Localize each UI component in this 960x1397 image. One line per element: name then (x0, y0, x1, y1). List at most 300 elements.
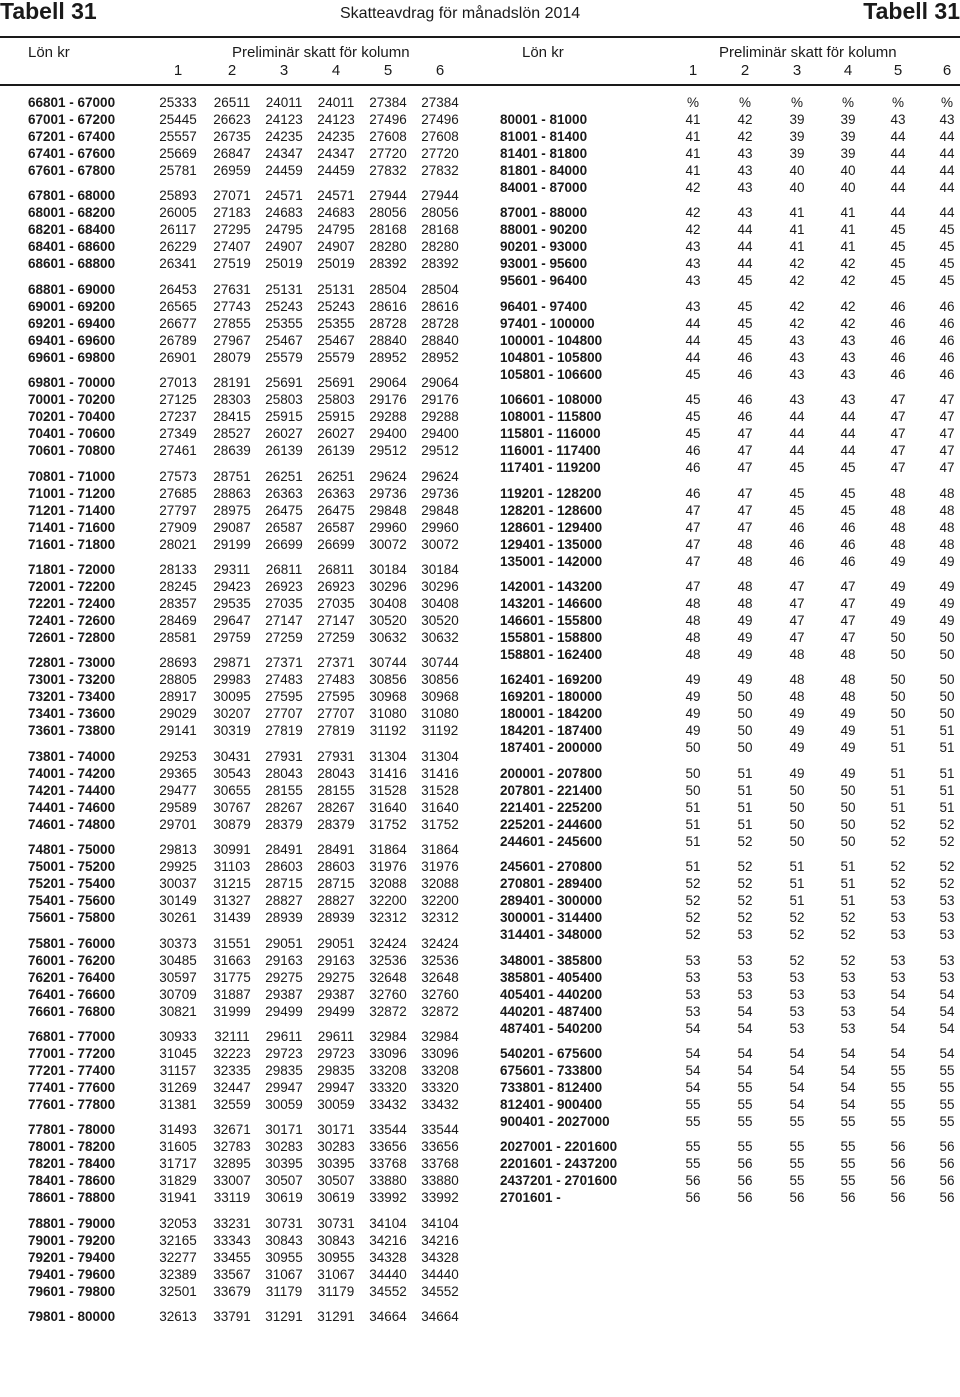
percent-value-col-1: 50 (685, 765, 701, 781)
salary-range: 72801 - 73000 (28, 655, 116, 671)
percent-value-col-2: 53 (737, 952, 753, 968)
percent-value-col-2: 47 (737, 485, 753, 501)
tax-value-col-3: 26699 (265, 536, 303, 552)
salary-range: 76201 - 76400 (28, 969, 116, 985)
table-row (480, 671, 960, 688)
percent-value-col-5: 54 (890, 986, 906, 1002)
table-row (0, 688, 470, 705)
tax-value-col-2: 31103 (213, 859, 251, 875)
table-row (0, 671, 470, 688)
salary-range: 73601 - 73800 (28, 723, 116, 739)
tax-value-col-5: 27384 (369, 95, 407, 110)
percent-value-col-2: 46 (737, 409, 753, 425)
tax-value-col-1: 29365 (159, 765, 197, 781)
percent-value-col-5: 53 (890, 952, 906, 968)
percent-value-col-1: 42 (685, 222, 701, 238)
tax-value-col-5: 30408 (369, 596, 407, 611)
table-row (0, 1172, 470, 1189)
tax-value-col-5: 32424 (369, 935, 407, 951)
salary-range: 487401 - 540200 (500, 1020, 603, 1036)
tax-value-col-3: 28603 (265, 859, 303, 875)
percent-value-col-5: 54 (890, 1003, 906, 1019)
percent-value-col-2: 42 (737, 112, 753, 127)
percent-value-col-1: 41 (685, 163, 701, 178)
tax-value-col-5: 29176 (369, 392, 407, 408)
tax-value-col-4: 27595 (317, 689, 355, 705)
percent-value-col-1: 47 (685, 536, 701, 552)
percent-value-col-6: 47 (939, 409, 955, 425)
table-row (0, 485, 470, 502)
table-row (0, 1028, 470, 1045)
tax-value-col-2: 33679 (213, 1283, 251, 1299)
percent-value-col-1: 45 (685, 409, 701, 425)
percent-value-col-3: 48 (789, 672, 805, 688)
tax-value-col-4: 30507 (317, 1173, 355, 1189)
table-row (480, 391, 960, 408)
percent-value-col-5: 48 (890, 485, 906, 501)
salary-range: 76001 - 76200 (28, 952, 116, 968)
percent-value-col-4: 53 (840, 1003, 856, 1019)
salary-range: 117401 - 119200 (500, 460, 601, 476)
tax-value-col-4: 30171 (317, 1122, 355, 1138)
percent-value-col-1: 55 (685, 1097, 701, 1112)
percent-value-col-3: 43 (789, 349, 805, 365)
tax-value-col-3: 24795 (265, 222, 303, 238)
tax-value-col-1: 30261 (159, 910, 197, 926)
salary-range: 80001 - 81000 (500, 112, 588, 127)
tax-value-col-6: 31416 (421, 765, 459, 781)
percent-value-col-4: 55 (840, 1139, 856, 1155)
tax-value-col-1: 25557 (159, 129, 197, 144)
tax-value-col-6: 33768 (421, 1156, 459, 1172)
percent-value-col-2: 52 (737, 859, 753, 875)
percent-value-col-4: 55 (840, 1173, 856, 1189)
tax-value-col-6: 27608 (421, 129, 459, 144)
tax-value-col-1: 31493 (159, 1122, 197, 1138)
percent-value-col-6: 50 (939, 630, 955, 645)
percent-value-col-6: 51 (939, 740, 955, 756)
percent-value-col-3: 50 (789, 833, 805, 849)
table-row (0, 935, 470, 952)
percent-value-col-5: 52 (890, 833, 906, 849)
tax-value-col-4: 27259 (317, 630, 355, 645)
percent-value-col-4: 51 (840, 876, 856, 892)
right-column-number: 5 (893, 62, 903, 79)
percent-value-col-3: 55 (789, 1114, 805, 1129)
table-row (480, 1189, 960, 1206)
percent-value-col-6: 46 (939, 349, 955, 365)
percent-value-col-5: 45 (890, 273, 906, 289)
salary-range: 69001 - 69200 (28, 298, 116, 314)
table-row (0, 1079, 470, 1096)
tax-value-col-1: 32053 (159, 1215, 197, 1231)
tax-value-col-2: 31999 (213, 1003, 251, 1019)
tax-value-col-3: 30955 (265, 1249, 303, 1265)
tax-value-col-4: 26811 (317, 562, 355, 577)
percent-value-col-1: 51 (685, 816, 701, 832)
salary-range: 2027001 - 2201600 (500, 1139, 618, 1155)
percent-value-col-4: 53 (840, 986, 856, 1002)
tax-value-col-1: 27797 (159, 502, 197, 518)
tax-value-col-2: 27071 (213, 188, 251, 204)
tax-value-col-2: 28975 (213, 502, 251, 518)
tax-value-col-2: 31775 (213, 969, 251, 985)
salary-range: 75601 - 75800 (28, 910, 116, 926)
salary-range: 70601 - 70800 (28, 443, 116, 459)
tax-value-col-3: 28827 (265, 893, 303, 909)
percent-value-col-6: 55 (939, 1097, 955, 1112)
tax-value-col-1: 28917 (159, 689, 197, 705)
percent-value-col-6: 48 (939, 536, 955, 552)
table-row (0, 765, 470, 782)
table-row (480, 111, 960, 128)
percent-value-col-2: 50 (737, 689, 753, 705)
table-row (480, 782, 960, 799)
tax-value-col-6: 33880 (421, 1173, 459, 1189)
percent-value-col-1: 46 (685, 485, 701, 501)
salary-range: 77401 - 77600 (28, 1080, 116, 1095)
tax-value-col-4: 24907 (317, 239, 355, 255)
percent-value-col-4: 46 (840, 519, 856, 535)
tax-value-col-1: 28133 (159, 562, 197, 577)
percent-value-col-5: 47 (890, 409, 906, 425)
tax-value-col-5: 31416 (369, 765, 407, 781)
left-lon-header: Lön kr (28, 44, 70, 61)
percent-value-col-6: 46 (939, 366, 955, 382)
tax-value-col-2: 27967 (213, 332, 251, 348)
tax-value-col-5: 29400 (369, 426, 407, 442)
salary-range: 67601 - 67800 (28, 163, 116, 178)
salary-range: 71601 - 71800 (28, 536, 116, 552)
tax-value-col-3: 30395 (265, 1156, 303, 1172)
tax-value-col-3: 25355 (265, 315, 303, 331)
percent-value-col-5: 51 (890, 799, 906, 815)
percent-value-col-4: 49 (840, 706, 856, 722)
percent-value-col-2: 49 (737, 613, 753, 628)
tax-value-col-4: 26587 (317, 519, 355, 535)
tax-value-col-2: 27743 (213, 298, 251, 314)
salary-range: 75001 - 75200 (28, 859, 116, 875)
salary-range: 200001 - 207800 (500, 765, 603, 781)
percent-value-col-4: 51 (840, 859, 856, 875)
percent-value-col-3: 55 (789, 1139, 805, 1155)
table-row (0, 298, 470, 315)
tax-value-col-3: 29275 (265, 969, 303, 985)
percent-value-col-6: 50 (939, 706, 955, 722)
tax-value-col-4: 30731 (317, 1215, 355, 1231)
tax-value-col-4: 26139 (317, 443, 355, 459)
salary-range: 72401 - 72600 (28, 613, 116, 628)
table-row (480, 875, 960, 892)
percent-value-col-4: 41 (840, 239, 856, 255)
tax-value-col-1: 29925 (159, 859, 197, 875)
percent-value-col-4: 44 (840, 409, 856, 425)
percent-value-col-3: 41 (789, 205, 805, 221)
tax-value-col-3: 28939 (265, 910, 303, 926)
percent-value-col-1: 51 (685, 799, 701, 815)
salary-range: 87001 - 88000 (500, 205, 588, 221)
percent-value-col-3: 47 (789, 579, 805, 594)
table-row (0, 94, 470, 111)
tax-value-col-2: 32671 (213, 1122, 251, 1138)
percent-value-col-5: 50 (890, 647, 906, 662)
percent-value-col-2: 55 (737, 1080, 753, 1095)
tax-value-col-2: 33343 (213, 1232, 251, 1248)
percent-value-col-6: 56 (939, 1156, 955, 1172)
table-row (480, 1045, 960, 1062)
tax-value-col-4: 24683 (317, 205, 355, 221)
percent-value-col-4: 55 (840, 1156, 856, 1172)
tax-value-col-2: 32335 (213, 1063, 251, 1078)
percent-value-col-6: 54 (939, 986, 955, 1002)
salary-range: 128201 - 128600 (500, 502, 603, 518)
tax-value-col-6: 30744 (421, 655, 459, 671)
salary-range: 71401 - 71600 (28, 519, 116, 535)
salary-range: 81001 - 81400 (500, 129, 588, 144)
tax-value-col-5: 28056 (369, 205, 407, 221)
tax-value-col-1: 26453 (159, 281, 197, 297)
percent-value-col-5: 43 (890, 112, 906, 127)
percent-value-col-6: 49 (939, 613, 955, 628)
percent-value-col-4: 49 (840, 723, 856, 739)
salary-range: 70801 - 71000 (28, 468, 116, 484)
tax-value-col-6: 33992 (421, 1190, 459, 1206)
tax-value-col-1: 26005 (159, 205, 197, 221)
table-row (0, 425, 470, 442)
percent-value-col-2: 47 (737, 502, 753, 518)
tax-value-col-2: 33791 (213, 1309, 251, 1325)
tax-value-col-1: 29701 (159, 816, 197, 832)
salary-range: 70201 - 70400 (28, 409, 116, 425)
percent-value-col-4: 50 (840, 816, 856, 832)
salary-range: 73401 - 73600 (28, 706, 116, 722)
table-row (480, 553, 960, 570)
percent-value-col-5: 51 (890, 740, 906, 756)
left-column-number: 2 (227, 62, 237, 79)
percent-value-col-3: 50 (789, 799, 805, 815)
tax-value-col-1: 32277 (159, 1249, 197, 1265)
percent-value-col-6: 52 (939, 816, 955, 832)
percent-value-col-4: 39 (840, 146, 856, 161)
percent-value-col-3: 45 (789, 460, 805, 476)
table-row (480, 128, 960, 145)
tax-value-col-6: 31304 (421, 748, 459, 764)
tax-value-col-4: 27707 (317, 706, 355, 722)
salary-range: 812401 - 900400 (500, 1097, 603, 1112)
table-row (480, 952, 960, 969)
salary-range: 67201 - 67400 (28, 129, 116, 144)
salary-range: 69201 - 69400 (28, 315, 116, 331)
tax-value-col-5: 31304 (369, 748, 407, 764)
percent-value-col-5: 51 (890, 782, 906, 798)
table-row (0, 892, 470, 909)
percent-value-col-6: 51 (939, 723, 955, 739)
tax-value-col-4: 24571 (317, 188, 355, 204)
percent-value-col-3: 53 (789, 986, 805, 1002)
percent-value-col-2: 46 (737, 392, 753, 408)
table-row (480, 442, 960, 459)
tax-value-col-6: 30968 (421, 689, 459, 705)
percent-value-col-1: 56 (685, 1190, 701, 1206)
salary-range: 72601 - 72800 (28, 630, 116, 645)
tax-value-col-3: 26139 (265, 443, 303, 459)
tax-value-col-1: 25669 (159, 146, 197, 161)
percent-value-col-2: 51 (737, 816, 753, 832)
tax-value-col-1: 27349 (159, 426, 197, 442)
table-row (0, 204, 470, 221)
percent-value-col-6: 56 (939, 1139, 955, 1155)
tax-value-col-1: 28581 (159, 630, 197, 645)
tax-value-col-2: 31887 (213, 986, 251, 1002)
tax-value-col-4: 28939 (317, 910, 355, 926)
percent-value-col-6: 44 (939, 205, 955, 221)
percent-value-col-1: 43 (685, 256, 701, 272)
percent-value-col-6: 54 (939, 1020, 955, 1036)
tax-value-col-2: 26959 (213, 163, 251, 178)
percent-symbol-row (480, 94, 960, 111)
salary-range: 68201 - 68400 (28, 222, 116, 238)
tax-value-col-1: 26117 (159, 222, 197, 238)
percent-value-col-6: 47 (939, 392, 955, 408)
percent-value-col-5: 53 (890, 910, 906, 926)
table-row (0, 145, 470, 162)
percent-value-col-5: 46 (890, 332, 906, 348)
tax-value-col-2: 27519 (213, 256, 251, 272)
tax-value-col-4: 29835 (317, 1063, 355, 1078)
table-row (0, 1045, 470, 1062)
percent-value-col-1: 55 (685, 1156, 701, 1172)
tax-value-col-4: 31179 (317, 1283, 355, 1299)
tax-value-col-4: 31067 (317, 1266, 355, 1282)
tax-value-col-6: 30072 (421, 536, 459, 552)
percent-value-col-6: 53 (939, 927, 955, 943)
tax-value-col-6: 30856 (421, 672, 459, 688)
percent-value-col-4: 42 (840, 315, 856, 331)
tax-value-col-3: 27483 (265, 672, 303, 688)
percent-value-col-6: 49 (939, 579, 955, 594)
tax-value-col-1: 30037 (159, 876, 197, 892)
percent-value-col-6: 47 (939, 426, 955, 442)
tax-value-col-1: 31605 (159, 1139, 197, 1155)
percent-value-col-2: 50 (737, 706, 753, 722)
percent-value-col-3: 46 (789, 536, 805, 552)
tax-value-col-1: 31829 (159, 1173, 197, 1189)
table-row (480, 688, 960, 705)
tax-value-col-3: 28715 (265, 876, 303, 892)
percent-value-col-3: 42 (789, 298, 805, 314)
tax-value-col-2: 31327 (213, 893, 251, 909)
tax-value-col-5: 29848 (369, 502, 407, 518)
percent-value-col-5: 47 (890, 460, 906, 476)
percent-value-col-5: 50 (890, 672, 906, 688)
tax-value-col-6: 28952 (421, 349, 459, 365)
percent-value-col-4: 49 (840, 765, 856, 781)
salary-range: 96401 - 97400 (500, 298, 588, 314)
percent-value-col-2: 45 (737, 315, 753, 331)
percent-value-col-1: 49 (685, 689, 701, 705)
percent-value-col-4: 43 (840, 366, 856, 382)
table-row (480, 221, 960, 238)
tax-value-col-4: 28267 (317, 799, 355, 815)
table-row (0, 1138, 470, 1155)
percent-value-col-2: 43 (737, 163, 753, 178)
tax-value-col-5: 28616 (369, 298, 407, 314)
tax-value-col-5: 32760 (369, 986, 407, 1002)
salary-range: 184201 - 187400 (500, 723, 603, 739)
salary-range: 300001 - 314400 (500, 910, 603, 926)
percent-value-col-5: 56 (890, 1173, 906, 1189)
percent-value-col-3: 41 (789, 239, 805, 255)
tax-value-col-2: 29647 (213, 613, 251, 628)
salary-range: 72201 - 72400 (28, 596, 116, 611)
table-row (480, 833, 960, 850)
table-row (480, 238, 960, 255)
tax-value-col-6: 28840 (421, 332, 459, 348)
salary-range: 79401 - 79600 (28, 1266, 116, 1282)
salary-range: 67001 - 67200 (28, 112, 116, 127)
percent-value-col-2: 46 (737, 366, 753, 382)
tax-value-col-6: 30632 (421, 630, 459, 645)
salary-range: 84001 - 87000 (500, 180, 588, 195)
tax-value-col-3: 27931 (265, 748, 303, 764)
tax-value-col-2: 26623 (213, 112, 251, 127)
tax-value-col-2: 33007 (213, 1173, 251, 1189)
tax-value-col-4: 29499 (317, 1003, 355, 1019)
percent-value-col-2: 51 (737, 782, 753, 798)
tax-value-col-1: 28357 (159, 596, 197, 611)
percent-value-col-5: 46 (890, 298, 906, 314)
table-row (480, 612, 960, 629)
tax-value-col-3: 24907 (265, 239, 303, 255)
tax-value-col-2: 28191 (213, 375, 251, 391)
percent-value-col-1: 54 (685, 1080, 701, 1095)
salary-range: 187401 - 200000 (500, 740, 603, 756)
table-row (0, 578, 470, 595)
percent-value-col-1: 50 (685, 740, 701, 756)
percent-value-col-5: 49 (890, 553, 906, 569)
percent-value-col-5: 52 (890, 816, 906, 832)
percent-value-col-3: 43 (789, 366, 805, 382)
tax-value-col-6: 33432 (421, 1097, 459, 1112)
tax-value-col-4: 26699 (317, 536, 355, 552)
table-row (480, 595, 960, 612)
salary-range: 90201 - 93000 (500, 239, 588, 255)
salary-range: 79801 - 80000 (28, 1309, 116, 1325)
tax-value-col-3: 26251 (265, 468, 303, 484)
percent-value-col-3: 48 (789, 689, 805, 705)
percent-value-col-4: 53 (840, 969, 856, 985)
percent-value-col-4: 51 (840, 893, 856, 909)
tax-value-col-3: 31291 (265, 1309, 303, 1325)
tax-value-col-3: 31067 (265, 1266, 303, 1282)
tax-value-col-6: 28280 (421, 239, 459, 255)
salary-range: 72001 - 72200 (28, 579, 116, 594)
tax-value-col-5: 28168 (369, 222, 407, 238)
percent-value-col-3: 47 (789, 630, 805, 645)
table-row (480, 646, 960, 663)
salary-range: 244601 - 245600 (500, 833, 603, 849)
tax-value-col-6: 31640 (421, 799, 459, 815)
table-row (0, 281, 470, 298)
tax-value-col-6: 34104 (421, 1215, 459, 1231)
percent-value-col-1: 51 (685, 833, 701, 849)
tax-value-col-6: 29624 (421, 468, 459, 484)
tax-value-col-5: 27832 (369, 163, 407, 178)
table-row (480, 722, 960, 739)
tax-value-col-1: 31717 (159, 1156, 197, 1172)
table-row (0, 1062, 470, 1079)
percent-value-col-6: 55 (939, 1063, 955, 1078)
